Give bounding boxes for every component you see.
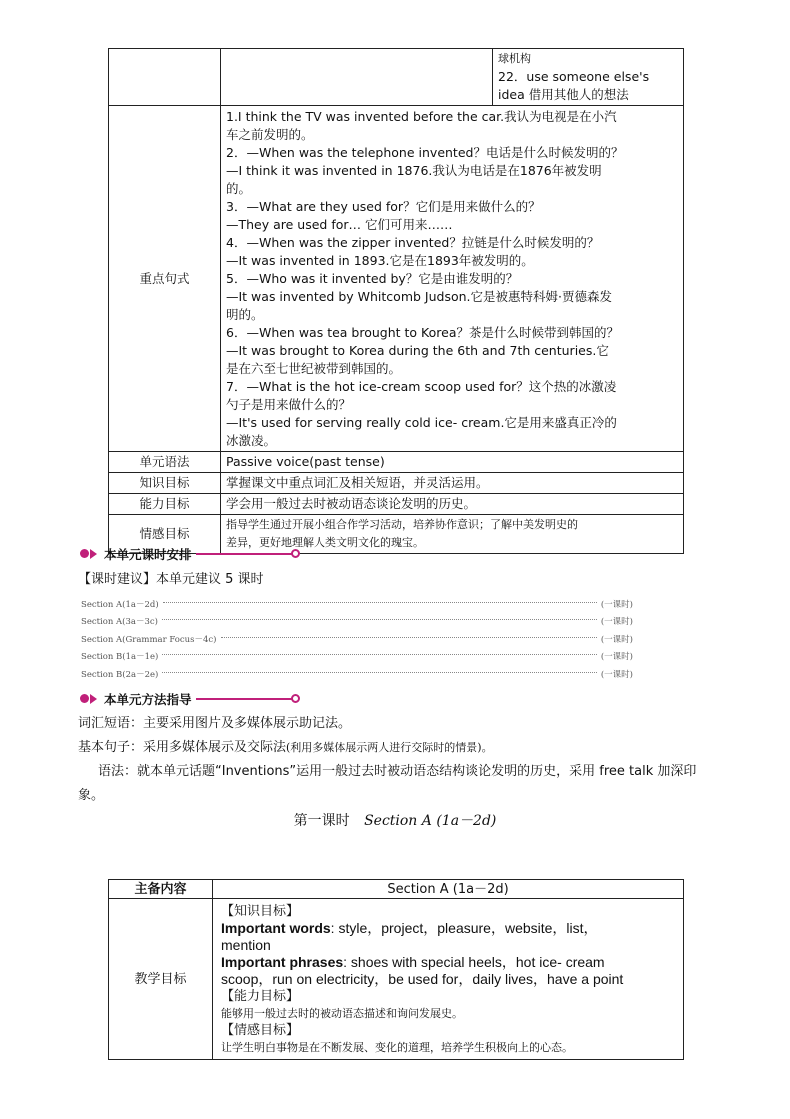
lesson-title-section: Section A: [364, 813, 432, 829]
schedule-period: (一课时): [600, 652, 633, 662]
sentence-line: 勺子是用来做什么的？: [226, 396, 352, 412]
schedule-section: Section B(2a－2e): [81, 670, 159, 680]
schedule-period: (一课时): [600, 617, 633, 627]
emotion-line: 指导学生通过开展小组合作学习活动，培养协作意识；了解中美发明史的: [226, 518, 578, 531]
emotion-goal-head: 【情感目标】: [221, 1022, 300, 1038]
schedule-section: Section B(1a－1e): [81, 652, 159, 662]
knowledge-goal-label: 知识目标: [109, 473, 221, 494]
schedule-section: Section A(1a－2d): [81, 600, 159, 610]
schedule-section: Section A(Grammar Focus－4c): [81, 635, 217, 645]
schedule-heading-text: 本单元课时安排: [104, 547, 192, 562]
schedule-period: (一课时): [600, 635, 633, 645]
important-words-line: mention: [221, 936, 271, 953]
content-header-label: 主备内容: [109, 880, 213, 899]
sentence-line: 车之前发明的。: [226, 126, 314, 142]
heading-underline: [196, 553, 292, 555]
schedule-row: [81, 648, 633, 664]
phrase-line: idea 借用其他人的想法: [498, 87, 629, 102]
schedule-heading: [78, 545, 292, 563]
important-phrases-line: scoop，run on electricity，be used for，daily lives，have a point: [221, 970, 624, 987]
teaching-goals-cell: [213, 899, 684, 1060]
lesson-title-range: (1a－2d): [436, 813, 497, 829]
key-sentences-cell: [221, 106, 684, 452]
grammar-value: Passive voice(past tense): [221, 452, 684, 473]
knowledge-goal-value: 掌握课文中重点词汇及相关短语，并灵活运用。: [221, 473, 684, 494]
methods-grammar-line: 语法：就本单元话题“Inventions”运用一般过去时被动语态结构谈论发明的历史，采用 free talk 加深印: [98, 764, 697, 779]
schedule-period: (一课时): [600, 670, 633, 680]
sentence-line: 5．—Who was it invented by？它是由谁发明的？: [226, 270, 519, 286]
lesson-title-prefix: 第一课时: [293, 813, 350, 829]
ability-goal-value: 学会用一般过去时被动语态谈论发明的历史。: [221, 494, 684, 515]
important-phrases-label: Important phrases: [221, 953, 344, 970]
sentence-line: 3．—What are they used for？它们是用来做什么的？: [226, 198, 541, 214]
ability-goal-head: 【能力目标】: [221, 988, 300, 1004]
sentence-line: —It's used for serving really cold ice- cream.它是用来盛真正冷的: [226, 414, 617, 430]
schedule-row: [81, 613, 633, 629]
heading-bullet-icon: [78, 693, 100, 705]
methods-sentences-note: (利用多媒体展示两人进行交际时的情景)。: [286, 741, 493, 754]
important-phrases-list: : shoes with special heels，hot ice- cream: [343, 953, 605, 970]
methods-vocab: 词汇短语：主要采用图片及多媒体展示助记法。: [78, 716, 352, 731]
sentence-line: —I think it was invented in 1876.我认为电话是在1876年被发明: [226, 162, 602, 178]
sentence-line: 4．—When was the zipper invented？拉链是什么时候发明的？: [226, 234, 600, 250]
schedule-period: (一课时): [600, 600, 633, 610]
important-phrases-line: [221, 954, 675, 971]
emotion-goal-text: 让学生明白事物是在不断发展、变化的道理，培养学生积极向上的心态。: [221, 1040, 573, 1054]
emotion-goal-label: 情感目标: [109, 515, 221, 554]
sentence-line: —It was invented by Whitcomb Judson.它是被惠特科姆·贾德森发: [226, 288, 612, 304]
important-words-list: : style，project，pleasure，website，list，: [330, 919, 598, 936]
schedule-section: Section A(3a－3c): [81, 617, 158, 627]
knowledge-goal-head: 【知识目标】: [221, 903, 300, 919]
emotion-line: 差异，更好地理解人类文明文化的瑰宝。: [226, 536, 424, 549]
teaching-goals-label: 教学目标: [109, 899, 213, 1060]
sentence-line: —They are used for… 它们可用来……: [226, 216, 453, 232]
key-sentences-label: 重点句式: [109, 106, 221, 452]
content-header-value: Section A (1a－2d): [213, 880, 684, 899]
important-words-label: Important words: [221, 919, 331, 936]
schedule-row: [81, 666, 633, 682]
sentence-line: 6．—When was tea brought to Korea？茶是什么时候带到韩国的？: [226, 324, 619, 340]
phrases-continued-cell: [493, 49, 684, 106]
sentence-line: 1.I think the TV was invented before the car.我认为电视是在小汽: [226, 108, 617, 124]
grammar-label: 单元语法: [109, 452, 221, 473]
heading-underline: [196, 698, 292, 700]
schedule-suggestion: 【课时建议】本单元建议 5 课时: [78, 572, 264, 587]
sentence-line: —It was invented in 1893.它是在1893年被发明的。: [226, 252, 534, 268]
important-words-line: [221, 920, 675, 937]
methods-heading: [78, 690, 292, 708]
sentence-line: —It was brought to Korea during the 6th and 7th centuries.它: [226, 342, 609, 358]
sentence-line: 2．—When was the telephone invented？电话是什么时候发明的？: [226, 144, 624, 160]
methods-sentences: [78, 738, 493, 758]
methods-grammar-line: 象。: [78, 788, 105, 803]
heading-bullet-icon: [78, 548, 100, 560]
phrase-line: 22．use someone else's: [498, 69, 650, 84]
unit-overview-table: [108, 48, 684, 554]
schedule-row: [81, 631, 633, 647]
sentence-line: 冰激凌。: [226, 432, 277, 448]
phrase-line: 球机构: [498, 52, 531, 65]
methods-sentences-main: 基本句子：采用多媒体展示及交际法: [78, 740, 287, 755]
sentence-line: 明的。: [226, 306, 264, 322]
sentence-line: 是在六至七世纪被带到韩国的。: [226, 360, 402, 376]
schedule-row: [81, 596, 633, 612]
empty-label-cell: [109, 49, 221, 106]
lesson-plan-table: [108, 879, 684, 1060]
sentence-line: 7．—What is the hot ice-cream scoop used for？这个热的冰激凌: [226, 378, 617, 394]
sentence-line: 的。: [226, 180, 252, 196]
ability-goal-label: 能力目标: [109, 494, 221, 515]
empty-content-cell: [221, 49, 493, 106]
ability-goal-text: 能够用一般过去时的被动语态描述和询问发展史。: [221, 1006, 463, 1020]
methods-heading-text: 本单元方法指导: [104, 692, 192, 707]
lesson-title: [0, 810, 790, 830]
